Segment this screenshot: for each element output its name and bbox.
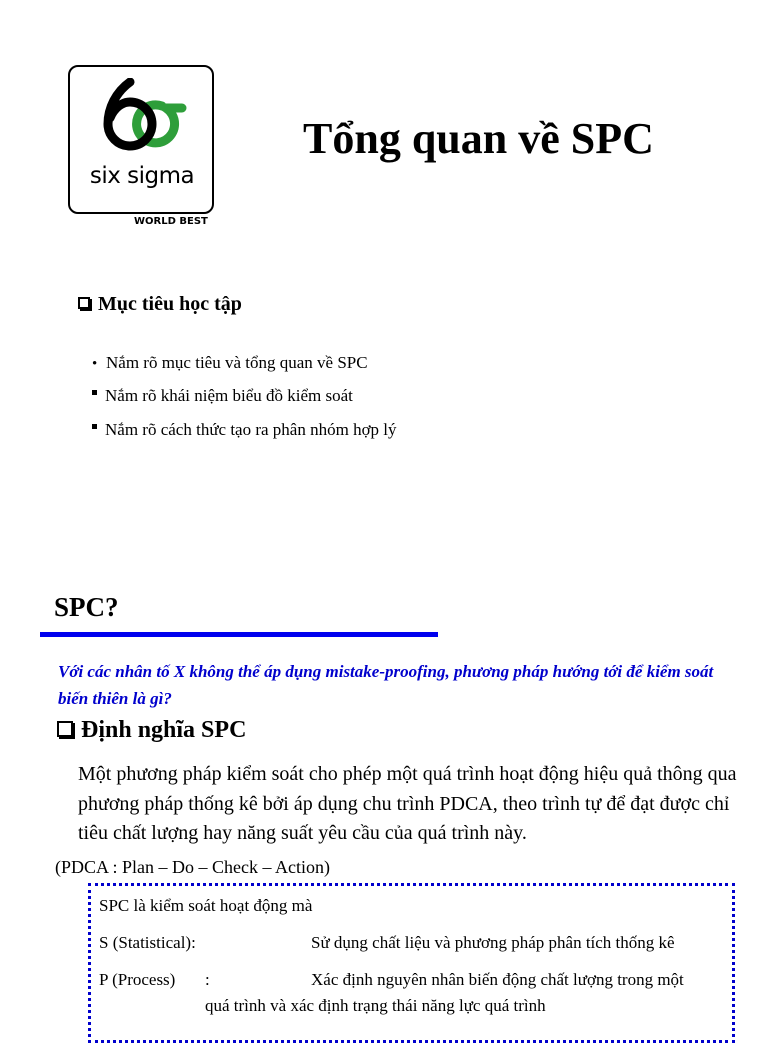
- logo-tagline: WORLD BEST: [134, 216, 208, 227]
- objectives-heading-text: Mục tiêu học tập: [98, 293, 242, 315]
- section-divider: [40, 632, 438, 637]
- objective-item-text: Nắm rõ khái niệm biểu đồ kiểm soát: [105, 386, 353, 405]
- box-separator: :: [191, 933, 196, 952]
- definition-heading-text: Định nghĩa SPC: [81, 717, 247, 743]
- six-sigma-logo-icon: [100, 78, 190, 160]
- bullet-square-icon: [92, 390, 97, 395]
- box-intro: SPC là kiểm soát hoạt động mà: [99, 896, 313, 915]
- box-term: P (Process): [99, 970, 176, 989]
- objective-item: [92, 386, 353, 406]
- objective-item: [92, 353, 368, 373]
- spc-explanation-box: [88, 883, 735, 1043]
- objective-item-text: Nắm rõ cách thức tạo ra phân nhóm hợp lý: [105, 420, 397, 439]
- objectives-heading: [78, 293, 242, 316]
- box-row-statistical: [99, 933, 729, 953]
- definition-body: Một phương pháp kiểm soát cho phép một quá trình hoạt động hiệu quả thông qua phương pháp thống kê bởi áp dụng chu trình PDCA, theo trình tự để đạt được chỉ tiêu chất lượng hay năng suất yêu cầu của quá trình này.: [78, 763, 737, 844]
- page-title: Tổng quan về SPC: [303, 114, 654, 163]
- bullet-dot-icon: •: [92, 356, 98, 372]
- definition-heading: [57, 717, 246, 744]
- objective-item-text: Nắm rõ mục tiêu và tổng quan về SPC: [106, 353, 368, 372]
- objective-item: [92, 420, 397, 440]
- box-separator: :: [205, 970, 210, 989]
- spc-section-heading: SPC?: [54, 592, 119, 622]
- box-term: S (Statistical): [99, 933, 192, 952]
- checkbox-bullet-icon: [78, 297, 90, 309]
- logo-brand-text: six sigma: [89, 163, 195, 189]
- spc-question: Với các nhân tố X không thể áp dụng mistake-proofing, phương pháp hướng tới để kiểm soát biến thiên là gì?: [58, 662, 714, 708]
- checkbox-bullet-icon: [57, 721, 73, 737]
- box-desc-continued: quá trình và xác định trạng thái năng lực quá trình: [205, 996, 546, 1015]
- box-desc: Sử dụng chất liệu và phương pháp phân tích thống kê: [311, 933, 675, 952]
- box-row-process: [99, 970, 729, 990]
- pdca-note: (PDCA : Plan – Do – Check – Action): [55, 857, 330, 877]
- bullet-square-icon: [92, 424, 97, 429]
- box-desc: Xác định nguyên nhân biến động chất lượng trong một: [311, 970, 684, 989]
